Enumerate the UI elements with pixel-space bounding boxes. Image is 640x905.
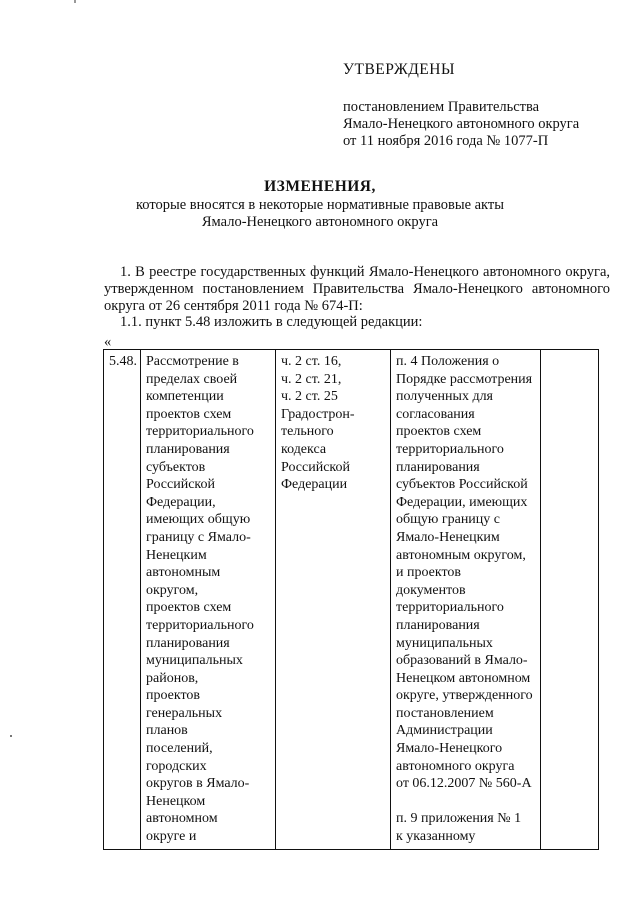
cell-line: округов в Ямало- <box>146 776 250 792</box>
cell-line: округе, утвержденного <box>396 688 533 704</box>
cell-line: Администрации <box>396 723 493 739</box>
approval-block <box>343 61 623 150</box>
cell-line: поселений, <box>146 741 213 757</box>
cell-line: кодекса <box>281 441 327 457</box>
cell-law <box>276 350 391 850</box>
cell-line: Ненецким <box>146 547 207 563</box>
cell-line: автономном <box>146 811 218 827</box>
cell-line: Ненецком <box>146 793 206 809</box>
cell-line: проектов схем <box>146 406 232 422</box>
cell-number <box>104 350 141 850</box>
cell-line: ч. 2 ст. 25 <box>281 389 338 405</box>
cell-line: городских <box>146 758 207 774</box>
cell-line: и проектов <box>396 565 462 581</box>
cell-gap <box>396 793 537 811</box>
cell-line: ч. 2 ст. 16, <box>281 354 342 369</box>
cell-line: проектов схем <box>396 424 482 440</box>
cell-line: Ямало-Ненецкого <box>396 741 503 757</box>
paragraph-registry: 1. В реестре государственных функций Ямало-Ненецкого автономного округа, утвержденном постановлением Правительства Ямало-Ненецкого автономного округа от 26 сентября 2011 года № 674-П: <box>104 264 610 314</box>
open-quote: « <box>104 334 112 350</box>
cell-function <box>141 350 276 850</box>
approval-line: постановлением Правительства <box>343 99 540 115</box>
cell-line: границу с Ямало- <box>146 529 251 545</box>
document-heading <box>0 177 640 231</box>
approval-line: от 11 ноября 2016 года № 1077-П <box>343 133 549 149</box>
cell-line: Российской <box>146 477 215 493</box>
cell-line: Ямало-Ненецким <box>396 529 500 545</box>
item-number: 5.48. <box>109 354 137 369</box>
document-body <box>104 264 610 331</box>
cell-line: планов <box>146 723 188 739</box>
cell-line: Федерации, имеющих <box>396 494 528 510</box>
cell-act <box>391 350 541 850</box>
cell-line: ч. 2 ст. 21, <box>281 371 342 387</box>
cell-line: полученных для <box>396 389 493 405</box>
registry-table <box>103 349 599 850</box>
table-row <box>104 350 599 850</box>
approval-title: УТВЕРЖДЕНЫ <box>343 61 455 78</box>
cell-line: образований в Ямало- <box>396 653 528 669</box>
scan-speck <box>10 735 12 737</box>
cell-line: Порядке рассмотрения <box>396 371 533 387</box>
cell-line: постановлением <box>396 705 494 721</box>
cell-line: планирования <box>396 459 480 475</box>
cell-line: субъектов Российской <box>396 477 528 493</box>
cell-line: Федерации <box>281 477 348 493</box>
scan-speck <box>74 0 76 3</box>
cell-line: Ненецком автономном <box>396 670 531 686</box>
cell-line: муниципальных <box>396 635 493 651</box>
cell-line: территориального <box>146 424 254 440</box>
cell-line: территориального <box>396 441 504 457</box>
cell-line: автономного округа <box>396 758 515 774</box>
heading-subtitle-line: Ямало-Ненецкого автономного округа <box>201 214 439 230</box>
cell-line: планирования <box>396 617 480 633</box>
cell-line: Градострон- <box>281 406 355 422</box>
heading-title: ИЗМЕНЕНИЯ, <box>264 178 376 195</box>
cell-line: территориального <box>396 600 504 616</box>
approval-line: Ямало-Ненецкого автономного округа <box>343 116 580 132</box>
cell-line: автономным <box>146 565 221 581</box>
cell-line: генеральных <box>146 705 223 721</box>
cell-line: Российской <box>281 459 350 475</box>
cell-line: районов, <box>146 670 199 686</box>
cell-line: имеющих общую <box>146 512 251 528</box>
cell-line: от 06.12.2007 № 560-А <box>396 776 532 792</box>
cell-line: планирования <box>146 441 230 457</box>
cell-line: п. 4 Положения о <box>396 354 500 369</box>
cell-line: Федерации, <box>146 494 216 510</box>
cell-line: к указанному <box>396 829 476 845</box>
cell-line: автономным округом, <box>396 547 526 563</box>
cell-line: документов <box>396 582 466 598</box>
cell-line: пределах своей <box>146 371 238 387</box>
cell-line: муниципальных <box>146 653 243 669</box>
cell-line: планирования <box>146 635 230 651</box>
cell-line: субъектов <box>146 459 206 475</box>
cell-line: п. 9 приложения № 1 <box>396 811 522 827</box>
cell-extra <box>541 350 599 850</box>
cell-line: проектов схем <box>146 600 232 616</box>
cell-line: проектов <box>146 688 201 704</box>
cell-line: округом, <box>146 582 199 598</box>
heading-subtitle-line: которые вносятся в некоторые нормативные правовые акты <box>135 197 504 213</box>
cell-line: округе и <box>146 829 197 845</box>
paragraph-point: 1.1. пункт 5.48 изложить в следующей редакции: <box>120 314 423 331</box>
cell-line: территориального <box>146 617 254 633</box>
cell-line: согласования <box>396 406 475 422</box>
cell-line: тельного <box>281 424 334 440</box>
cell-line: Рассмотрение в <box>146 354 239 369</box>
cell-line: компетенции <box>146 389 224 405</box>
cell-line: общую границу с <box>396 512 501 528</box>
